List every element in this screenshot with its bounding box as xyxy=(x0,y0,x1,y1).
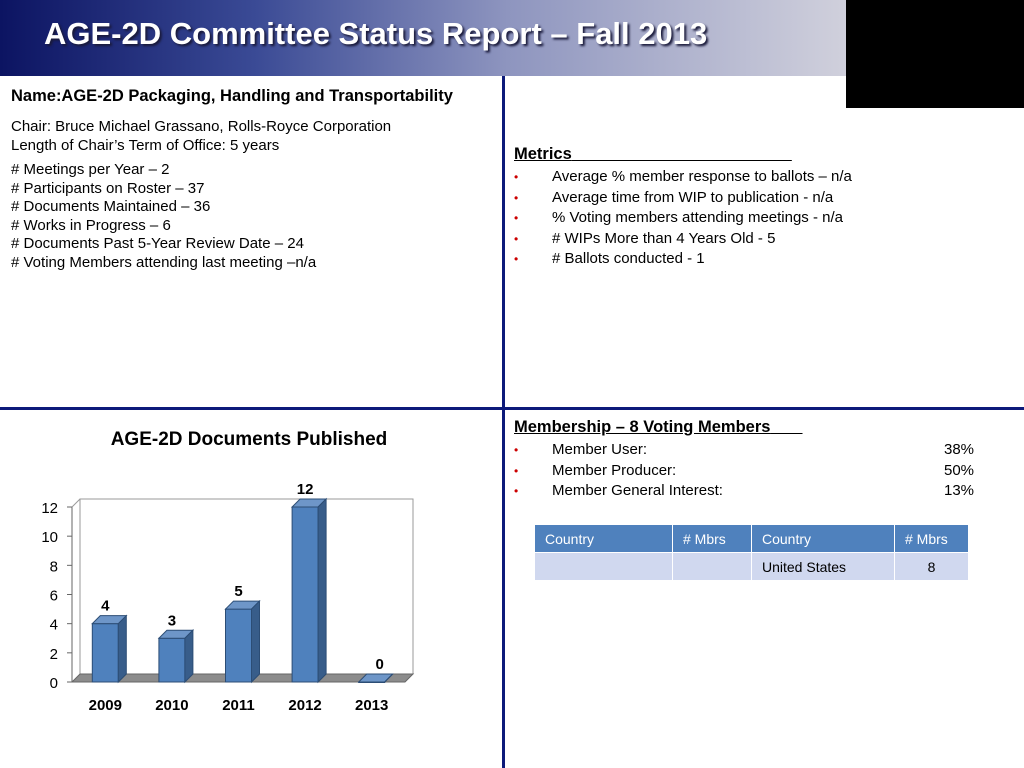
stat-line: # Participants on Roster – 37 xyxy=(11,179,205,197)
bar-side xyxy=(318,499,326,682)
table-header: Country xyxy=(752,525,895,553)
bar xyxy=(226,609,252,682)
table-cell: United States xyxy=(752,553,895,581)
y-tick-label: 0 xyxy=(49,675,58,692)
bar xyxy=(92,624,118,682)
x-tick-label: 2013 xyxy=(355,697,389,714)
metrics-section xyxy=(514,145,984,270)
y-tick-label: 4 xyxy=(49,616,58,634)
x-tick-label: 2011 xyxy=(222,697,255,714)
membership-list xyxy=(514,440,984,502)
y-tick-label: 6 xyxy=(49,587,58,605)
vertical-divider xyxy=(502,76,505,768)
chart-title: AGE-2D Documents Published xyxy=(110,429,388,450)
stat-line: # Works in Progress – 6 xyxy=(11,216,171,234)
metric-item: • # Ballots conducted - 1 xyxy=(514,249,984,270)
data-label: 3 xyxy=(167,612,177,630)
y-tick-label: 2 xyxy=(49,645,58,663)
data-label: 5 xyxy=(234,583,243,601)
bar xyxy=(159,638,185,682)
membership-item xyxy=(514,461,984,482)
y-tick-label: 10 xyxy=(41,529,58,547)
membership-label: Member User: xyxy=(552,441,648,458)
term-line: Length of Chair’s Term of Office: 5 years xyxy=(11,136,280,154)
black-box xyxy=(846,0,1024,108)
stat-line: # Documents Maintained – 36 xyxy=(11,198,211,215)
stat-line: # Meetings per Year – 2 xyxy=(11,161,170,178)
bar-side xyxy=(252,601,260,682)
x-tick-label: 2009 xyxy=(88,697,122,714)
documents-chart xyxy=(20,418,420,723)
chair-line: Chair: Bruce Michael Grassano, Rolls-Royce Corporation xyxy=(11,118,392,135)
membership-section xyxy=(514,418,984,502)
membership-pct: 13% xyxy=(944,482,975,499)
y-tick-label: 8 xyxy=(49,558,58,576)
country-table xyxy=(534,524,969,581)
stat-line: # Documents Past 5-Year Review Date – 24 xyxy=(11,235,304,252)
bar-side xyxy=(185,630,193,682)
table-header: # Mbrs xyxy=(673,525,752,553)
table-header-row xyxy=(535,525,969,553)
y-tick-label: 12 xyxy=(41,500,58,517)
table-cell: 8 xyxy=(895,553,969,581)
bar xyxy=(292,507,318,682)
metric-item: • % Voting members attending meetings - n/a xyxy=(514,208,984,229)
data-label: 12 xyxy=(296,481,314,498)
membership-label: Member Producer: xyxy=(552,461,677,479)
membership-label: Member General Interest: xyxy=(552,482,723,499)
stat-line: # Voting Members attending last meeting –n/a xyxy=(11,253,317,271)
horizontal-divider xyxy=(0,407,1024,410)
membership-heading: Membership – 8 Voting Members xyxy=(514,418,771,436)
data-label: 0 xyxy=(375,656,384,673)
data-label: 4 xyxy=(101,597,110,615)
table-row xyxy=(535,553,969,581)
metric-item: • Average time from WIP to publication - n/a xyxy=(514,188,984,209)
membership-pct: 50% xyxy=(944,461,975,479)
membership-pct: 38% xyxy=(944,441,975,458)
table-header: Country xyxy=(535,525,673,553)
metrics-heading: Metrics xyxy=(514,145,572,163)
bar-side xyxy=(118,616,126,682)
title-bar xyxy=(0,0,846,76)
table-cell xyxy=(673,553,752,581)
x-tick-label: 2010 xyxy=(155,697,189,714)
metric-item: • # WIPs More than 4 Years Old - 5 xyxy=(514,229,984,250)
page-title: AGE-2D Committee Status Report – Fall 2013 xyxy=(44,16,708,51)
membership-item xyxy=(514,481,984,502)
metric-item: • Average % member response to ballots – n/a xyxy=(514,167,984,188)
x-tick-label: 2012 xyxy=(288,697,322,714)
chart-wall-edge xyxy=(72,499,80,507)
membership-item xyxy=(514,440,984,461)
table-cell xyxy=(535,553,673,581)
metrics-list xyxy=(514,167,984,270)
table-header: # Mbrs xyxy=(895,525,969,553)
committee-info xyxy=(11,88,491,272)
committee-name: Name:AGE-2D Packaging, Handling and Transportability xyxy=(11,87,453,105)
